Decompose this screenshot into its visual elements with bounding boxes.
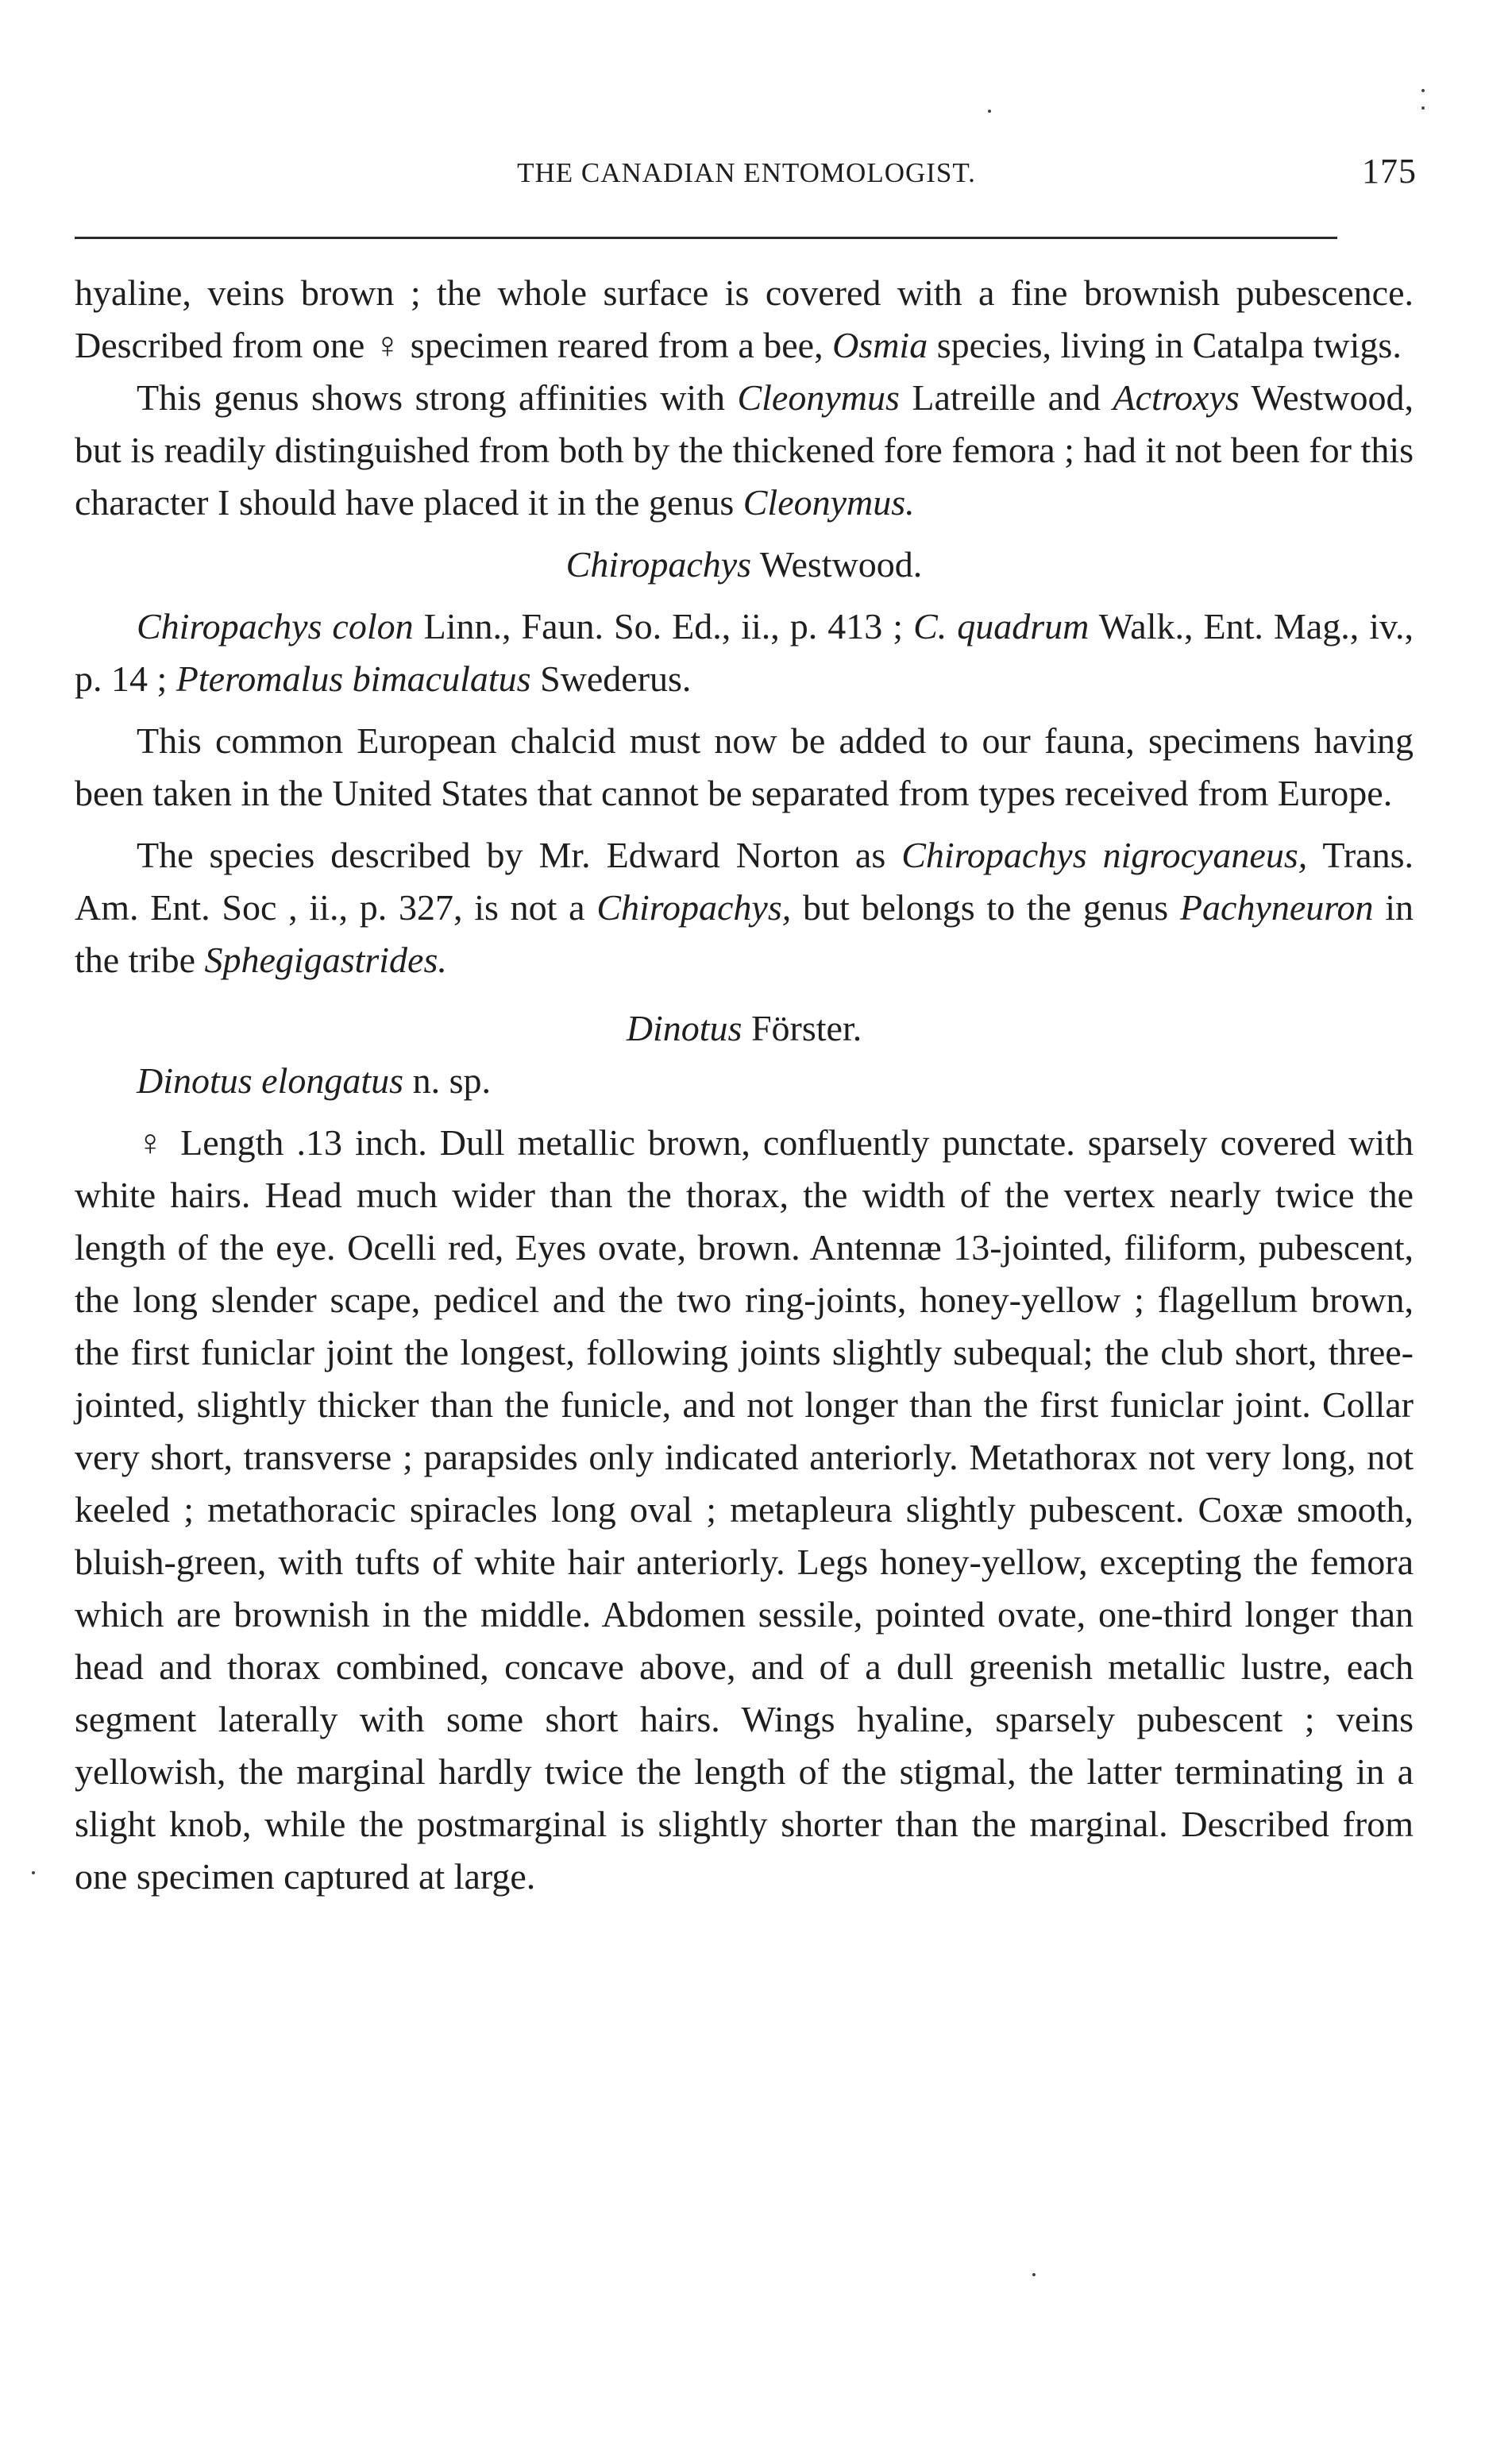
running-title: THE CANADIAN ENTOMOLOGIST. xyxy=(517,157,976,188)
paragraph-european-chalcid: This common European chalcid must now be added to our fauna, specimens having been taken in the United States that cannot be separated from types received from Europe. xyxy=(75,720,1414,813)
text-run: but belongs to the genus xyxy=(791,887,1180,928)
genus-name: Dinotus xyxy=(626,1008,742,1048)
text-run: Trans. Am. Ent. Soc , ii., p. 327, is not a xyxy=(75,835,1414,928)
print-speck xyxy=(1421,89,1425,92)
tribe-name: Sphegigastrides. xyxy=(204,940,447,980)
text-run: species, living in Catalpa twigs. xyxy=(928,325,1402,365)
genus-name: Osmia xyxy=(832,325,928,365)
text-run: in the tribe xyxy=(75,887,1414,980)
section-heading-dinotus xyxy=(75,1002,1414,1055)
print-speck xyxy=(32,1871,35,1874)
species-name: Dinotus elongatus xyxy=(137,1060,404,1101)
article-body xyxy=(75,267,1414,1903)
species-name: Chiropachys nigrocyaneus, xyxy=(901,835,1308,875)
paragraph-synonymy xyxy=(75,600,1414,705)
text-run: Latreille and xyxy=(899,377,1113,418)
text-run: Swederus. xyxy=(530,658,692,699)
paragraph-continuation xyxy=(75,267,1414,372)
text-run: Walk., Ent. Mag., iv., p. 14 ; xyxy=(75,606,1414,699)
species-name: Pteromalus bimaculatus xyxy=(176,658,531,699)
paragraph-norton-species xyxy=(75,829,1414,986)
author-name: Westwood. xyxy=(751,544,923,585)
paragraph-affinities xyxy=(75,372,1414,529)
genus-name: Chiropachys xyxy=(565,544,752,585)
genus-name: Actroxys xyxy=(1113,377,1240,418)
text-run: n. sp. xyxy=(403,1060,491,1101)
section-heading-chiropachys xyxy=(75,538,1414,591)
text-run: Linn., Faun. So. Ed., ii., p. 413 ; xyxy=(413,606,914,647)
print-speck xyxy=(988,110,991,113)
print-speck xyxy=(1032,2273,1036,2276)
text-run: This genus shows strong affinities with xyxy=(137,377,738,418)
paragraph-description: ♀ Length .13 inch. Dull metallic brown, confluently punctate. sparsely covered with white hairs. Head much wider than the thorax, the width of the vertex nearly twice the length of the eye. Ocelli red, Eyes ovate, brown. Antennæ 13-jointed, filiform, pubescent, the long slender scape, pedicel and the two ring-joints, honey-yellow ; flagellum brown, the first funiclar joint the longest, following joints slightly subequal; the club short, three-jointed, slightly thicker than the funicle, and not longer than the first funiclar joint. Collar very short, transverse ; parapsides only indicated anteriorly. Metathorax not very long, not keeled ; metathoracic spiracles long oval ; metapleura slightly pubescent. Coxæ smooth, bluish-green, with tufts of white hair anteriorly. Legs honey-yellow, excepting the femora which are brownish in the middle. Abdomen sessile, pointed ovate, one-third longer than head and thorax combined, concave above, and of a dull greenish metallic lustre, each segment laterally with some short hairs. Wings hyaline, sparsely pubescent ; veins yellowish, the marginal hardly twice the length of the stigmal, the latter terminating in a slight knob, while the postmarginal is slightly shorter than the marginal. Described from one specimen captured at large. xyxy=(75,1122,1414,1897)
species-heading xyxy=(75,1055,1414,1107)
header-rule xyxy=(75,237,1337,239)
author-name: Förster. xyxy=(742,1008,862,1048)
species-name: Chiropachys colon xyxy=(137,606,414,647)
running-head xyxy=(76,152,1417,205)
genus-name: Cleonymus. xyxy=(742,482,915,523)
genus-name: Pachyneuron xyxy=(1179,887,1374,928)
text-run: hyaline, veins brown ; the whole surface is covered with a fine brownish pubescence. Described from one ♀ specimen reared from a bee, xyxy=(75,272,1414,365)
text-run: The species described by Mr. Edward Norton as xyxy=(137,835,902,875)
text-run: Westwood, but is readily distinguished from both by the thickened fore femora ; had it not been for this character I should have placed it in the genus xyxy=(75,377,1414,523)
species-name: C. quadrum xyxy=(913,606,1090,647)
genus-name: Chiropachys, xyxy=(596,887,792,928)
page-number: 175 xyxy=(1362,152,1417,191)
genus-name: Cleonymus xyxy=(737,377,900,418)
print-speck xyxy=(1421,106,1425,110)
